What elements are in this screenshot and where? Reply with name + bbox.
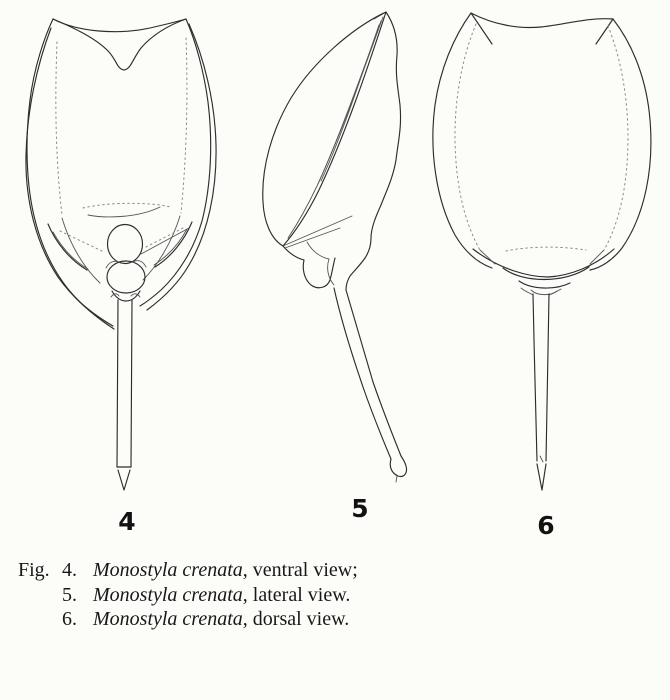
caption-view-5: , lateral view. [242, 583, 351, 606]
fig5-ventral-outline [346, 12, 401, 290]
fig6-right-plate-edge [604, 26, 628, 250]
figure-5-lateral-drawing [263, 12, 407, 482]
caption-view-4: , ventral view; [242, 559, 358, 581]
fig6-toe-shoulder-right [549, 289, 561, 295]
caption-line-2 [18, 583, 488, 608]
caption-text-5 [93, 583, 350, 608]
fig4-right-outline [140, 19, 211, 306]
caption-number-5: 5. [62, 583, 77, 606]
fig4-toe-right [131, 300, 132, 467]
fig6-foot-arc-2 [519, 281, 570, 288]
fig5-fan-line-short [285, 228, 340, 248]
fig4-left-outline [27, 19, 113, 326]
fig5-toe-claw-tick [396, 476, 397, 482]
fig6-toe-right [546, 294, 549, 461]
fig6-right-outline [590, 19, 651, 270]
figure-4-number-label: 4 [118, 507, 136, 536]
fig6-toe-left [533, 294, 537, 461]
fig4-foot-bulb [107, 261, 145, 293]
fig4-left-bottom-contour [62, 218, 100, 283]
fig4-dorsal-rim [53, 19, 186, 32]
figure-6-dorsal-drawing [433, 13, 651, 490]
fig6-left-outline [433, 13, 492, 268]
caption-number-6: 6. [62, 608, 77, 630]
species-name-italic: Monostyla crenata [93, 608, 243, 630]
fig5-fan-line-long [283, 216, 352, 246]
fig4-right-fold-inner [154, 229, 187, 265]
caption-line-1 [18, 558, 488, 583]
fig5-bundle-line-1 [288, 17, 383, 238]
fig4-foot-egg [108, 225, 143, 264]
fig5-toe-tip-hook [390, 456, 406, 476]
caption-line-3 [18, 607, 488, 632]
fig5-dorsal-outline [263, 12, 386, 246]
caption-fig-word: Fig. [18, 559, 50, 581]
caption-text-4 [93, 558, 358, 583]
fig6-left-plate-edge [455, 24, 480, 250]
fig4-right-outer-outline [147, 24, 216, 310]
fig5-toe-right [346, 290, 401, 456]
species-name-italic: Monostyla crenata [93, 583, 243, 606]
fig4-left-fold-dotted [60, 231, 104, 252]
caption-view-6: , dorsal view. [242, 608, 350, 630]
fig6-toe-claw [537, 464, 546, 490]
fig4-toe-claw [118, 470, 130, 490]
figure-caption [18, 558, 488, 632]
fig6-plate-bottom-edge [506, 247, 586, 251]
fig4-left-fold [48, 224, 87, 270]
caption-indent [18, 583, 62, 608]
fig4-right-plate-edge [181, 38, 187, 213]
fig4-toe-left [117, 300, 118, 467]
fig4-left-plate-edge [56, 42, 62, 215]
species-name-italic: Monostyla crenata [93, 559, 243, 581]
fig6-toe-shoulder-left [521, 288, 533, 295]
figure-4-ventral-drawing [26, 19, 216, 490]
fig5-foot-inner-line [307, 242, 334, 285]
fig6-left-corner-tick [480, 250, 495, 264]
figure-6-number-label: 6 [537, 511, 555, 540]
fig6-foot-arc-3 [531, 290, 557, 295]
fig6-top-edge [471, 13, 613, 27]
fig5-toe-left [334, 288, 391, 459]
figure-5-number-label: 5 [351, 494, 369, 523]
caption-indent [18, 607, 62, 632]
fig4-spindle-lower-line [88, 207, 160, 217]
fig6-foot-arc-1 [503, 267, 589, 280]
caption-text-6 [93, 607, 349, 632]
fig4-spindle-upper-line [83, 203, 171, 208]
fig4-left-outer-outline [26, 28, 114, 329]
caption-number-4: 4. [62, 559, 77, 581]
fig6-toe-notch [540, 456, 543, 462]
